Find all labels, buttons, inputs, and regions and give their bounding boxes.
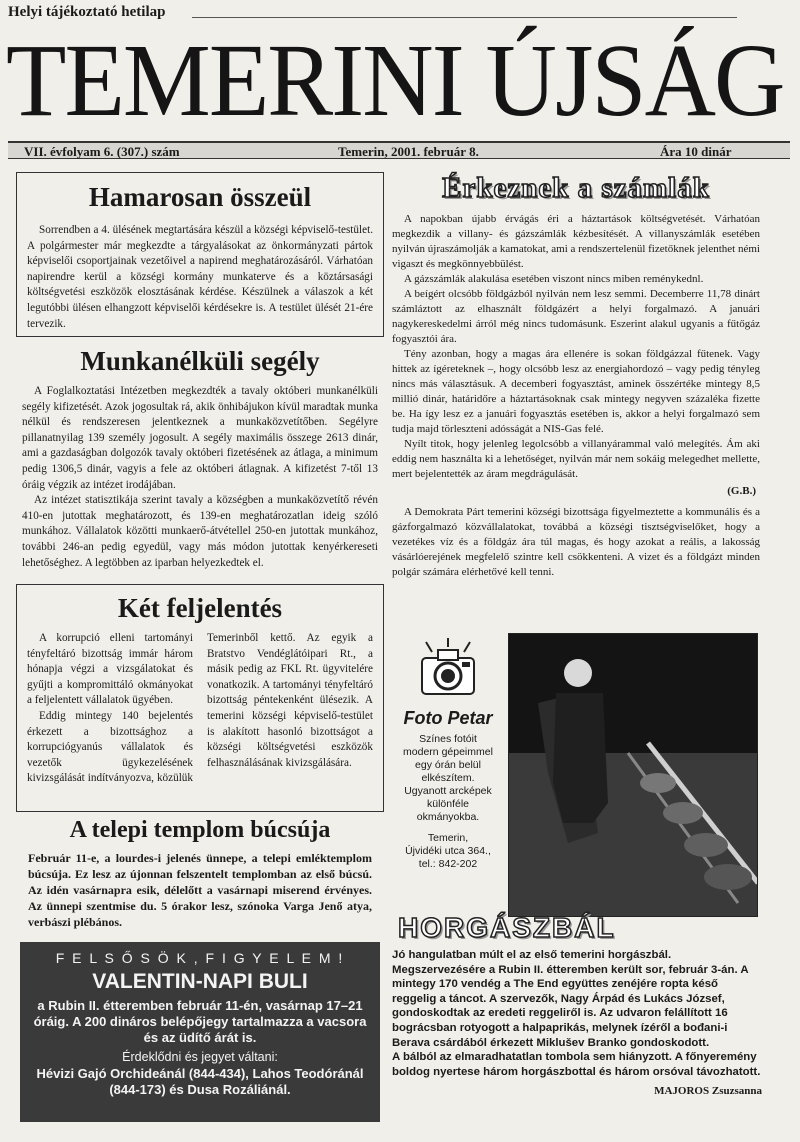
article-title: Hamarosan összeül: [88, 182, 312, 212]
foto-ad-address: [394, 832, 502, 871]
foto-ad-line: modern gépeimmel: [403, 746, 493, 758]
paragraph: A bálból az elmaradhatatlan tombola sem hiányzott. A főnyeremény boldog nyertese három horgászbottal és három orsóval távozhatott.: [392, 1051, 761, 1078]
paragraph: Nyílt titok, hogy jelenleg legolcsóbb a villanyárammal való melegítés. Ám aki eddig nem használta ki a lehetőséget, nyilván már nem sokáig melegedhet mellette, mert bejelentették az áram megdrágulását.: [392, 438, 760, 480]
address-line: tel.: 842-202: [418, 858, 478, 870]
address-line: Újvidéki utca 364.,: [405, 845, 491, 857]
article-title: Érkeznek a számlák: [442, 172, 710, 204]
article-signature: (G.B.): [727, 485, 756, 497]
paragraph: A korrupció elleni tartományi tényfeltáró bizottság immár három hónapja végzi a vizsgálatokat és gyűjti a kompromittáló okmányokat a feljelentett vállalatok ügyében.: [27, 632, 193, 707]
valentin-ad: [20, 942, 380, 1122]
masthead-title: TEMERINI ÚJSÁG: [6, 23, 784, 138]
article-body: Február 11-e, a lourdes-i jelenés ünnepe, a telepi emléktemplom búcsúja. Ez lesz az újonnan felszentelt templomban az első búcsú. Az idén vasárnapra esik, délelőtt a vasárnapi miserend érvényes. Az ünnepi szentmise du. 5 órakor lesz, szónoka Varga Jenő atya, verbászi plébános.: [28, 851, 372, 929]
paragraph: Az intézet statisztikája szerint tavaly a községben a munkaközvetítő révén 410-en jutottak meghatározott, és 139-en meghatározatlan ideig szóló munkához. Vállalatok közötti munkaerő-átvétellel 250-en jutottak munkához, további 246-an pedig egyedül, vagy más módon jutottak kenyérkereseti lehetőséghez. A legtöbben az iparban helyezkedtek el.: [22, 494, 378, 569]
article-body: [27, 223, 373, 332]
foto-ad-line: Színes fotóit: [419, 733, 477, 745]
ad-line-attention: F E L S Ő S Ö K , F I G Y E L E M !: [55, 950, 345, 966]
article-body: [27, 631, 373, 787]
foto-ad-line: különféle: [426, 798, 470, 810]
article-body: [22, 384, 378, 571]
paragraph: A gázszámlák alakulása esetében viszont nincs miben reménykednl.: [404, 273, 704, 285]
article-body: [392, 212, 760, 580]
tagline: Helyi tájékoztató hetilap: [8, 4, 166, 20]
foto-ad-name: Foto Petar: [403, 708, 493, 728]
article-hamarosan: [16, 172, 384, 337]
foto-ad-line: Ugyanott arcképek: [404, 785, 492, 797]
price-label: Ára 10 dinár: [660, 144, 732, 159]
ad-contacts: Hévizi Gajó Orchideánál (844-434), Lahos Teodóránál (844-173) és Dusa Rozáliánál.: [36, 1066, 364, 1097]
paragraph: A napokban újabb érvágás éri a háztartások költségvetését. Várhatóan megkezdik a villany- és gázszámlák kézbesítését. A villanyszámlák esetében nyilván újraszámolják a kamatokat, ami a rendszertelenül fizetőknek jelenthet némi vigaszt és megkönnyebbülést.: [392, 213, 760, 270]
article-body: [392, 948, 762, 1079]
tagline-rule: [192, 17, 737, 18]
foto-ad-text: [394, 733, 502, 824]
ad-headline: VALENTIN-NAPI BULI: [92, 970, 308, 993]
article-author: MAJOROS Zsuzsanna: [654, 1085, 762, 1098]
paragraph: Sorrendben a 4. ülésének megtartására készül a községi képviselő-testület. A polgármester már megkezdte a tárgyalásokat az önkormányzati pártok képviselői csoportjainak vezetőivel a napirend meghatározásáról. Várhatóan napirendre kerül a községi kormány munkaterve és a köztársasági költségvetési eszközök elosztásának kérdése. Készülnek a válaszok a két legutóbbi ülésen elhangzott képviselői kérdésekre is. A testület ülését 21-ére tervezik.: [27, 224, 373, 330]
paragraph: A Foglalkoztatási Intézetben megkezdték a tavaly októberi munkanélküli segély kifizetését. Azok jogosultak rá, akik önhibájukon kívül maradtak munka nélkül és rendszeresen jelentkeznek a munkaközvetítőben. Segélyre pillanatnyilag 139 személy jogosult. A segély maximális összege 2613 dinár, ami a gazdaságban dolgozók tavaly októberi fizetésének az átlaga, a minimum pedig 1306,5 dinár, vagyis a fele az októberi átlagnak. A kifizetést 7-től 13 óráig végzik az intézet irodájában.: [22, 385, 378, 491]
foto-ad-line: okmányokba.: [416, 811, 480, 823]
foto-petar-ad: [394, 634, 502, 889]
paragraph: Tény azonban, hogy a magas ára ellenére is sokan földgázzal fűtenek. Vagy hittek az ígéreteknek –, hogy olcsóbb lesz az energiahordozó – vagy pedig tényleg nincs más választásuk. A decemberi fogyasztást, aminek összértéke mintegy 8,5 millió dinár, határidőre a háztartásoknak csak mintegy negyven százaléka fizette be. Ha így lesz ez a januári fogyasztás esetében is, akkor a helyi forgalmazó sem tudja majd törleszteni adósságát a NIS-Gas felé.: [392, 348, 760, 435]
dateline: [8, 141, 790, 159]
article-title: HORGÁSZBÁL: [398, 912, 616, 943]
place-date: Temerin, 2001. február 8.: [338, 144, 479, 159]
foto-ad-line: egy órán belül: [415, 759, 481, 771]
paragraph: Eddig mintegy 140 bejelentés érkezett a bizottsághoz a korrupciógyanús vállalatok és vezetők ügykezelésének kivizsgálását indítványozva, közülük Temerinből kettő. Az egyik a Bratstvo Vendéglátóipari Rt., a másik pedig az FKL Rt. ügyvitelére vonatkozik. A tartományi tényfeltáró bizottság péntekenként ülésezik. A temerini községi képviselő-testület is alakított hasonló bizottságot a községi költségvetési eszközök felhasználásának kivizsgálására.: [27, 632, 373, 785]
article-ket-feljelentes: [16, 584, 384, 812]
volume-label: VII. évfolyam 6. (307.) szám: [24, 144, 180, 159]
address-line: Temerin,: [427, 832, 469, 844]
ad-contact-intro: Érdeklődni és jegyet váltani:: [122, 1050, 278, 1064]
paragraph: A Demokrata Párt temerini községi bizottsága figyelmeztette a kommunális és a gázforgalmazó közvállalatokat, továbbá a községi tisztségviselőket, hogy a vezetékes víz és a földgáz ára túl magas, és hogy azokat a reális, a lakosság vásárlóerejének megfelelő szintre kell csökkenteni. A vizet és a földgázt minden polgár számára elérhetővé kell tenni.: [392, 506, 760, 578]
paragraph: A beígért olcsóbb földgázból nyilván nem lesz semmi. Decemberre 11,78 dinárt számláztott az elhasznált földgázért a helyi forgalmazó. A januári nagykereskedelmi árról még nincs tudomásunk. Eszerint alakul ugyanis a fűtőgáz fogyasztói ára.: [392, 288, 760, 345]
event-photo: [508, 633, 758, 917]
foto-ad-line: elkészítem.: [421, 772, 475, 784]
article-title: A telepi templom búcsúja: [69, 817, 331, 843]
paragraph: Jó hangulatban múlt el az első temerini horgászbál. Megszervezésére a Rubin II. étteremben került sor, február 3-án. A mintegy 170 vendég a The End együttes zenéjére ropta késő reggelig a táncot. A szervezők, Nagy Árpád és Lukács József, gondoskodtak az eredeti reggeliről is. Az udvaron felállított 16 bográcsban rotyogott a halpaprikás, melynek ízéről a bođani-i Berava csárdából érkezett Miklušev Branko gondoskodott.: [392, 949, 749, 1049]
article-title: Két feljelentés: [117, 593, 283, 623]
article-templom-bucsu: [22, 814, 378, 938]
article-munkanelkuli: [16, 340, 384, 575]
article-szamlak: [392, 170, 760, 632]
article-title: Munkanélküli segély: [80, 346, 320, 376]
ad-details: a Rubin II. étteremben február 11-én, vasárnap 17–21 óráig. A 200 dináros belépőjegy tartalmazza a vacsora és az üdítő árát is.: [33, 998, 367, 1045]
camera-icon: [418, 638, 478, 708]
article-horgaszbal: [392, 912, 762, 1132]
